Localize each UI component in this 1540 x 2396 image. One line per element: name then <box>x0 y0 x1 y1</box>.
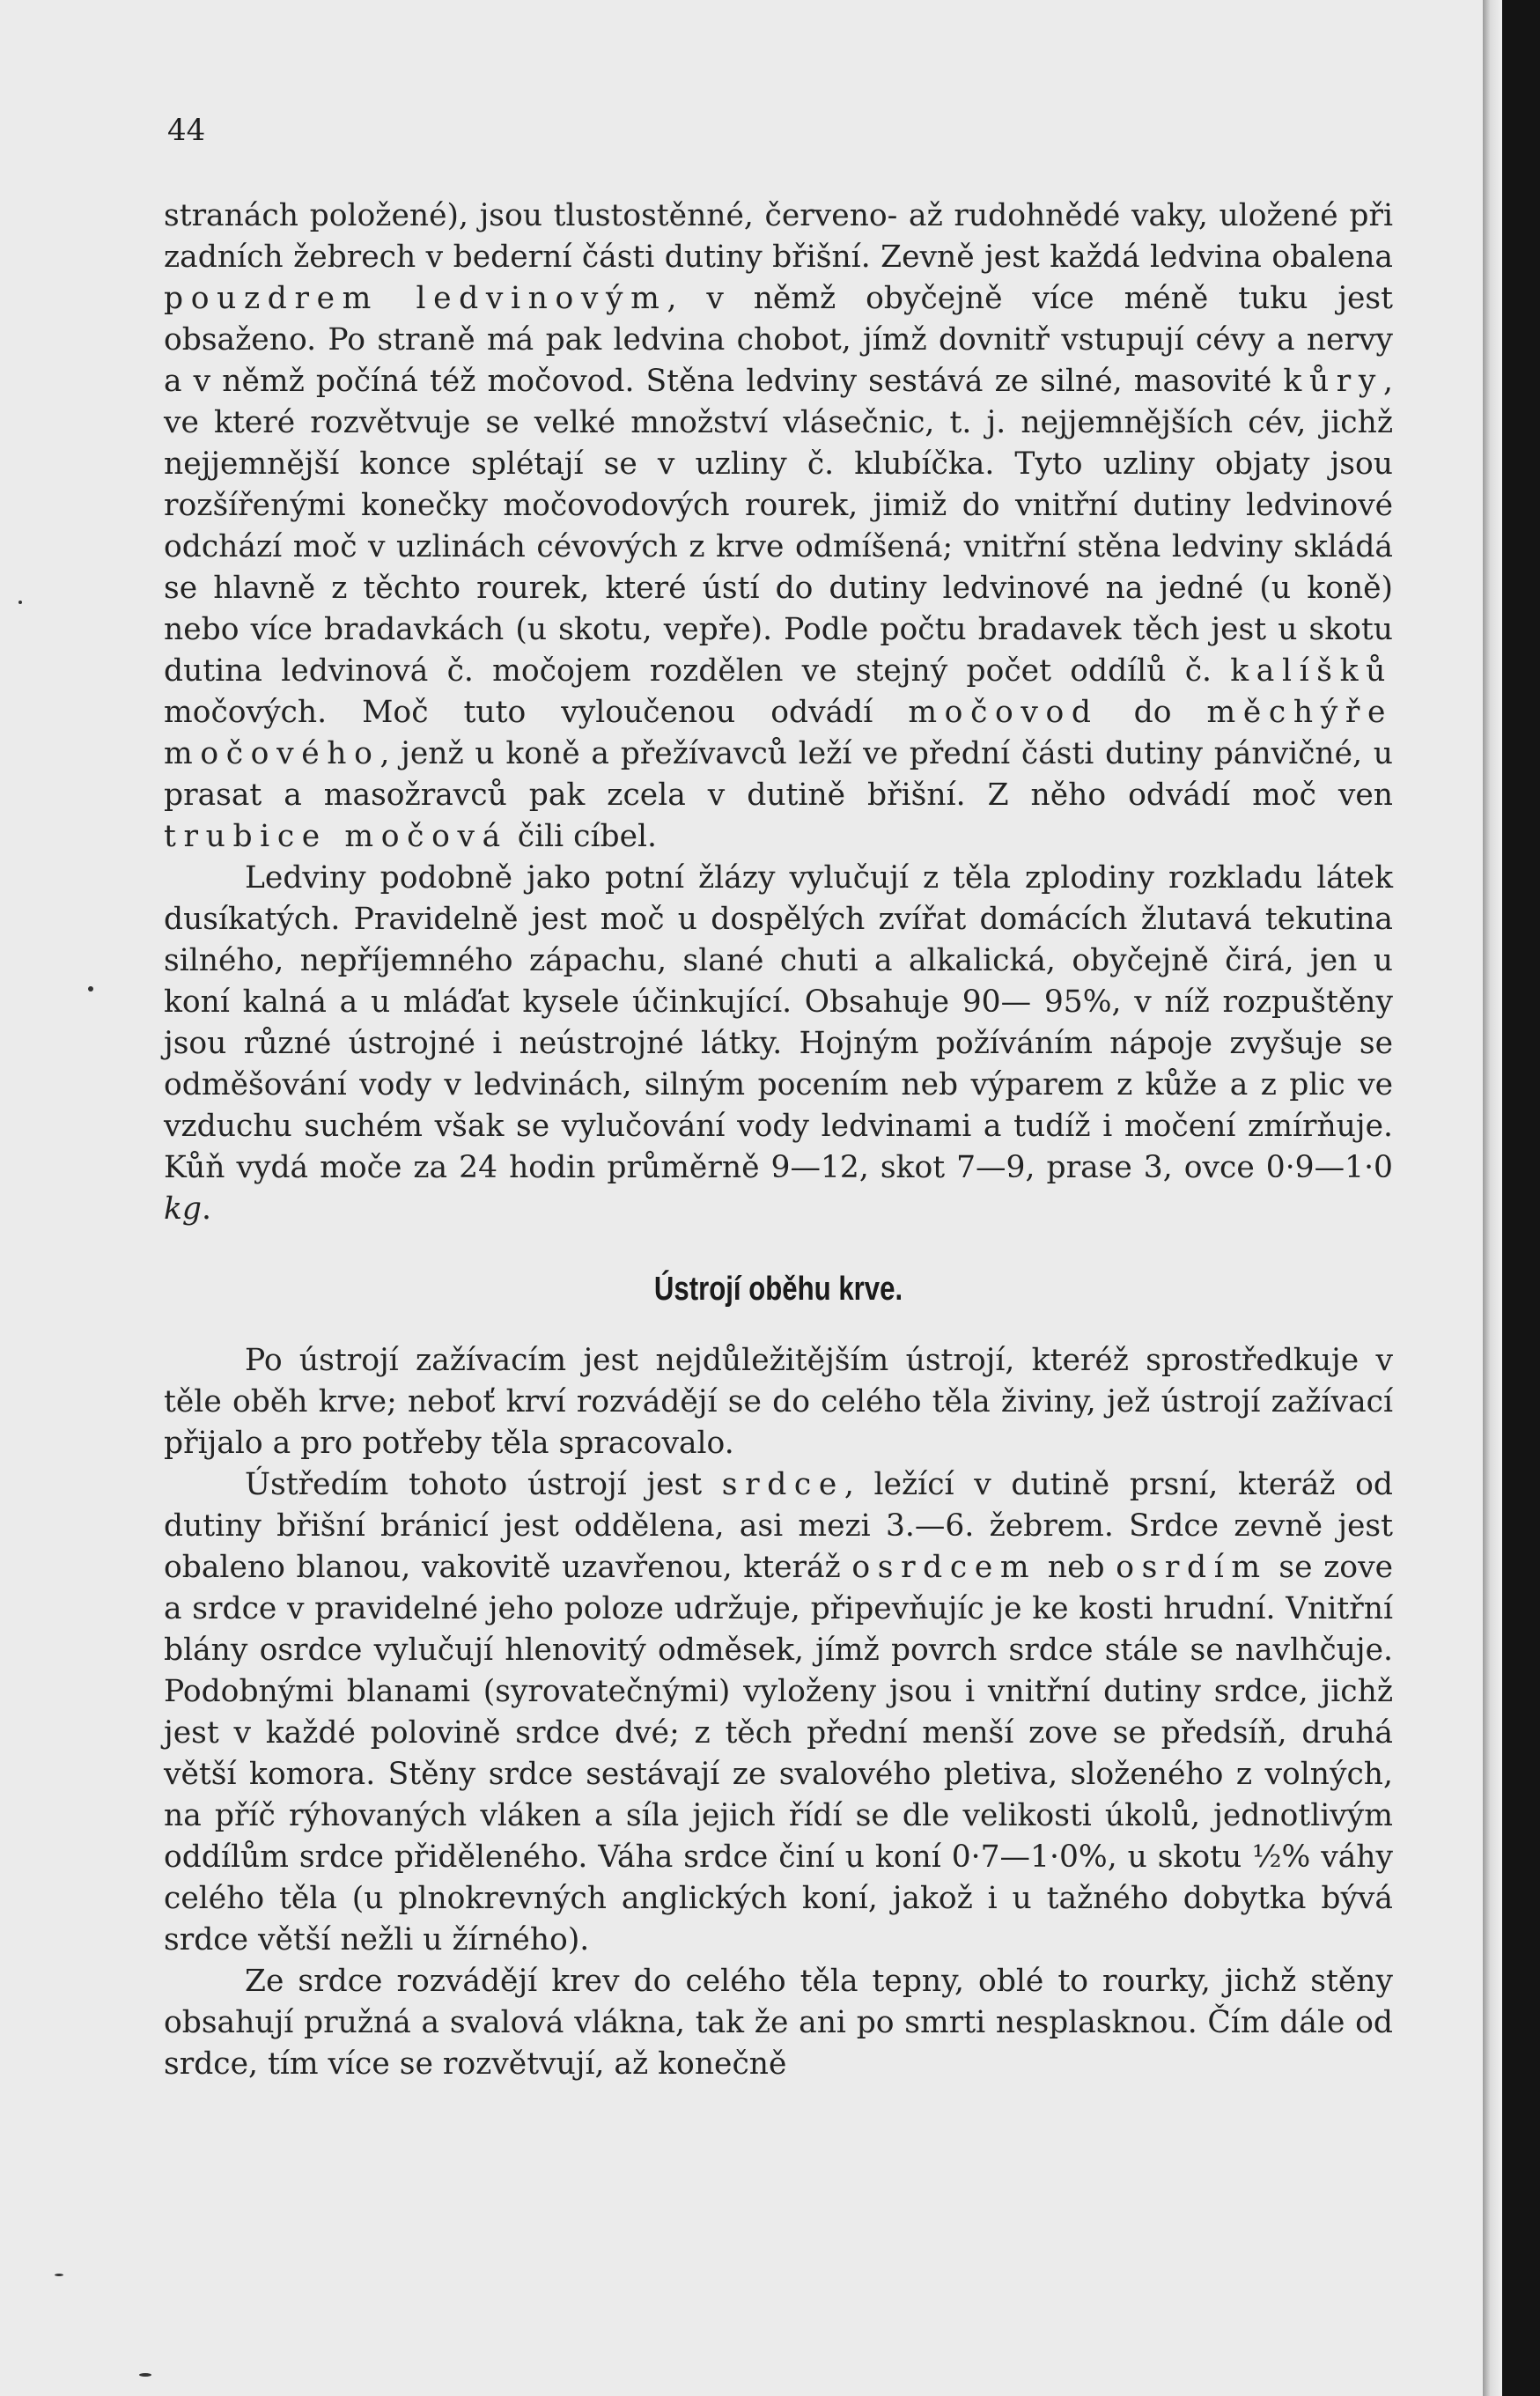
text-run: močových. Moč tuto vyloučenou odvádí <box>164 695 909 730</box>
text-run: . <box>202 1191 211 1227</box>
scan-speck <box>139 2373 151 2377</box>
scan-speck <box>55 2274 63 2276</box>
page-body <box>164 195 1393 2085</box>
text-run: , jenž u koně a přežívavců leží ve přední části dutiny pánvičné, u prasat a masožravců pak zcela v dutině břišní. Z něho odvádí moč ven <box>164 736 1393 813</box>
italic-unit: kg <box>164 1191 202 1227</box>
text-run: stranách položené), jsou tlustostěnné, červeno- až rudohnědé vaky, uložené při zadních žebrech v bederní části dutiny břišní. Zevně jest každá ledvina obalena <box>164 198 1393 275</box>
text-run: , ve které rozvětvuje se velké množství vlásečnic, t. j. nejjemnějších cév, jichž nejjemnější konce splétají se v uzliny č. klubíčka. Tyto uzliny objaty jsou rozšířenými konečky močovodových rourek, jimiž do vnitřní dutiny ledvinové odchází moč v uzlinách cévových z krve odmíšená; vnitřní stěna ledviny skládá se hlavně z těchto rourek, které ústí do dutiny ledvinové na jedné (u koně) nebo více bradavkách (u skotu, vepře). Podle počtu bradavek těch jest u skotu dutina ledvinová č. močojem rozdělen ve stejný počet oddílů č. <box>164 364 1393 689</box>
paragraph-arteries <box>164 1961 1393 2085</box>
text-run: Ze srdce rozvádějí krev do celého těla tepny, oblé to rourky, jichž stěny obsahují pružná a svalová vlákna, tak že ani po smrti nesplasknou. Čím dále od srdce, tím více se rozvětvují, až konečně <box>164 1964 1393 2082</box>
spaced-term: trubice močová <box>164 819 508 854</box>
scan-speck <box>88 986 93 992</box>
text-run: Ledviny podobně jako potní žlázy vylučují z těla zplodiny rozkladu látek dusíkatých. Pravidelně jest moč u dospělých zvířat domácích žlutavá tekutina silného, nepříjemného zápachu, slané chuti a alkalická, obyčejně čirá, jen u koní kalná a u mláďat kysele účinkující. Obsahuje 90— 95%, v níž rozpuštěny jsou různé ústrojné i neústrojné látky. Hojným požíváním nápoje zvyšuje se odměšování vody v ledvinách, silným pocením neb výparem z kůže a z plic ve vzduchu suchém však se vylučování vody ledvinami a tudíž i močení zmírňuje. Kůň vydá moče za 24 hodin průměrně 9—12, skot 7—9, prase 3, ovce 0·9—1·0 <box>164 860 1393 1185</box>
text-run: neb <box>1036 1550 1116 1585</box>
spaced-term: kalíšků <box>1230 653 1393 689</box>
spaced-term: měchýře močového <box>164 695 1393 771</box>
text-run: , ležící v dutině prsní, kteráž od dutiny břišní bránicí jest oddělena, asi mezi 3.—6. žebrem. Srdce zevně jest obaleno blanou, vakovitě uzavřenou, kteráž <box>164 1467 1393 1585</box>
paragraph-urine-excretion <box>164 858 1393 1230</box>
page-number: 44 <box>167 113 206 148</box>
text-run: Po ústrojí zažívacím jest nejdůležitějším ústrojí, kteréž sprostředkuje v těle oběh krve; neboť krví rozvádějí se do celého těla živiny, jež ústrojí zažívací přijalo a pro potřeby těla spracovalo. <box>164 1343 1393 1461</box>
spaced-term: osrdcem <box>851 1550 1037 1585</box>
scan-speck <box>18 601 22 604</box>
text-run: se zove a srdce v pravidelné jeho poloze udržuje, připevňujíc je ke kosti hrudní. Vnitřní blány osrdce vylučují hlenovitý odměsek, jímž povrch srdce stále se navlhčuje. Podobnými blanami (syrovatečnými) vyloženy jsou i vnitřní dutiny srdce, jichž jest v každé polovině srdce dvé; z těch přední menší zove se předsíň, druhá větší komora. Stěny srdce sestávají ze svalového pletiva, složeného z volných, na příč rýhovaných vláken a síla jejich řídí se dle velikosti úkolů, jednotlivým oddílům srdce přiděleného. Váha srdce činí u koní 0·7—1·0%, u skotu ½% váhy celého těla (u plnokrevných anglických koní, jakož i u tažného dobytka bývá srdce větší nežli u žírného). <box>164 1550 1393 1957</box>
paragraph-circulation-intro <box>164 1340 1393 1464</box>
spaced-term: močovod <box>908 695 1099 730</box>
spaced-term: osrdím <box>1116 1550 1268 1585</box>
spaced-term: srdce <box>721 1467 844 1502</box>
page-fold-edge <box>1483 0 1502 2396</box>
text-run: , v němž obyčejně více méně tuku jest obsaženo. Po straně má pak ledvina chobot, jímž dovnitř vstupují cévy a nervy a v němž počíná též močovod. Stěna ledviny sestává ze silné, masovité <box>164 281 1393 399</box>
spaced-term: pouzdrem ledvinovým <box>164 281 667 316</box>
text-run: do <box>1098 695 1207 730</box>
paragraph-heart <box>164 1464 1393 1961</box>
text-run: Ústředím tohoto ústrojí jest <box>245 1467 722 1502</box>
spaced-term: kůry <box>1283 364 1384 399</box>
text-run: čili cíbel. <box>507 819 658 854</box>
paragraph-kidney-structure <box>164 195 1393 858</box>
section-heading: Ústrojí oběhu krve. <box>653 1271 903 1308</box>
